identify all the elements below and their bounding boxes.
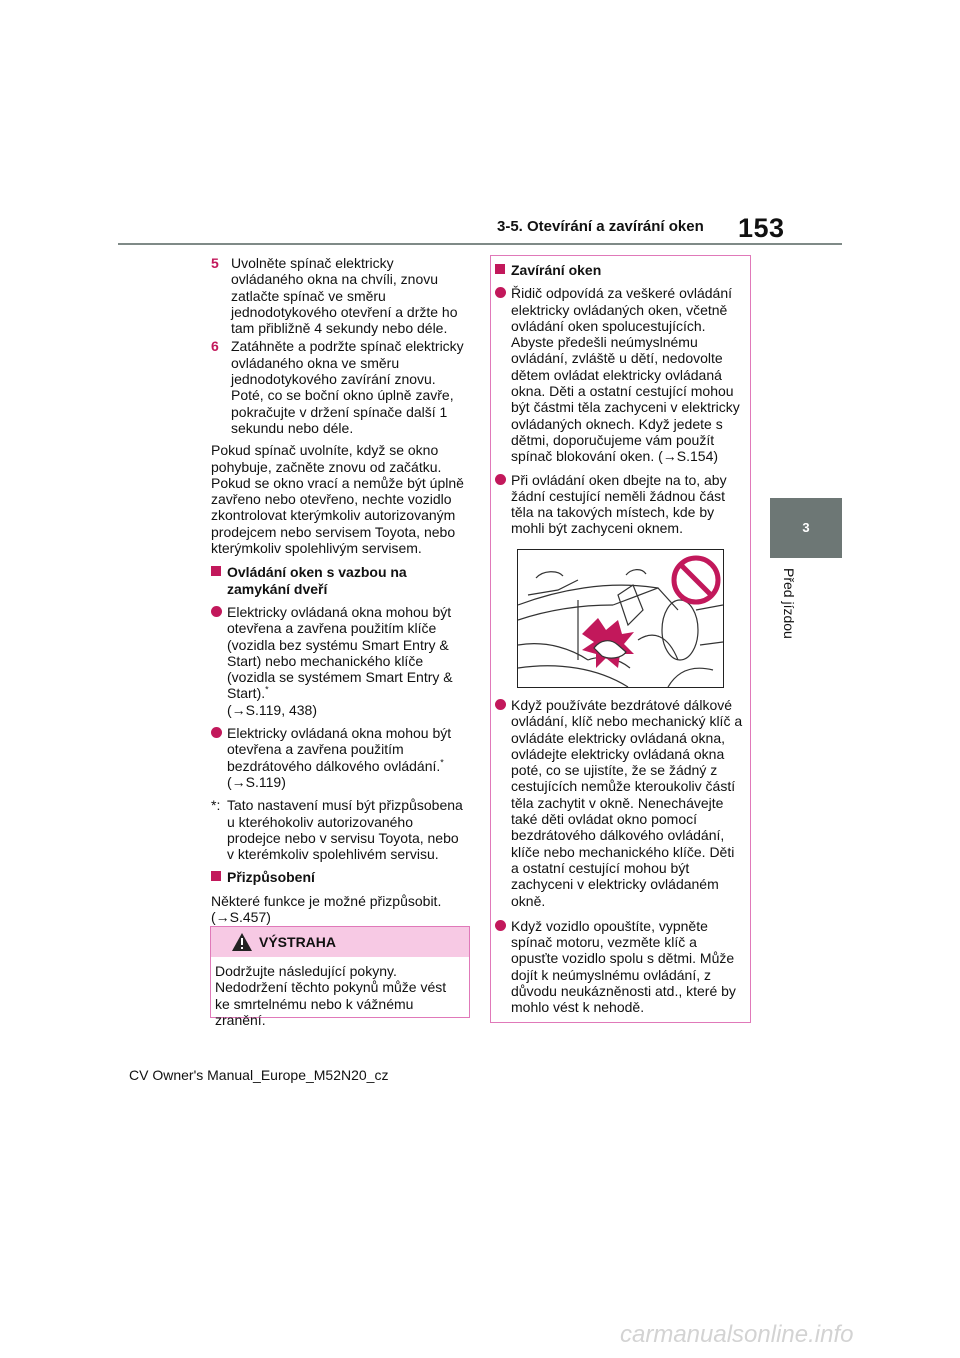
round-bullet-icon <box>495 920 506 931</box>
page-reference[interactable]: (→S.154) <box>658 448 719 465</box>
bullet-text: Když vozidlo opouštíte, vypněte spínač motoru, vezměte klíč a opusťte vozidlo spolu s dětmi. Může dojít k neúmyslnému ovládání, z důvodu neukázněnosti atd., které by mohlo vést k nehodě. <box>511 917 736 1016</box>
footnote-marker: * <box>265 684 269 695</box>
bullet-item <box>495 697 745 909</box>
section-heading <box>495 262 745 278</box>
step-number: 5 <box>211 255 219 271</box>
chapter-side-label-text: Před jízdou <box>781 568 797 639</box>
step-5 <box>211 255 469 336</box>
page-number: 153 <box>738 213 785 243</box>
square-bullet-icon <box>211 566 221 576</box>
bullet-item <box>495 472 745 537</box>
prohibition-icon <box>674 558 718 602</box>
round-bullet-icon <box>211 727 222 738</box>
page-reference[interactable]: (→S.119, 438) <box>227 701 318 718</box>
bullet-item <box>495 285 745 464</box>
step-text: Uvolněte spínač elektricky ovládaného okna na chvíli, znovu zatlačte spínač ve směru jednodotykového otevření a držte ho tam přibližně 4 sekundy nebo déle. <box>231 255 458 337</box>
section-heading <box>211 564 469 597</box>
footnote <box>211 797 469 862</box>
watermark: carmanualsonline.info <box>620 1321 854 1348</box>
round-bullet-icon <box>495 474 506 485</box>
paragraph <box>211 893 469 926</box>
section-title: 3-5. Otevírání a zavírání oken <box>497 218 704 235</box>
chapter-side-label <box>779 568 799 658</box>
bullet-item <box>211 604 469 718</box>
bullet-text: Když používáte bezdrátové dálkové ovládání, klíč nebo mechanický klíč a ovládáte elektricky ovládaná okna, ovládejte elektricky ovládaná okna poté, co se ujistíte, že se žádný z cestujících nemůže kteroukoliv částí těla zachytit v okně. Nenechávejte také děti ovládat okno pomocí bezdrátového dálkového ovládání, klíče nebo mechanického klíče. Děti a ostatní cestující mohou být zachyceni v elektricky ovládaném okně. <box>511 697 743 909</box>
window-pinch-illustration <box>517 549 724 688</box>
bullet-text: Elektricky ovládaná okna mohou být otevřena a zavřena použitím bezdrátového dálkového ovládání. <box>227 725 452 774</box>
chapter-tab-number: 3 <box>802 520 810 535</box>
heading-text: Ovládání oken s vazbou na zamykání dveří <box>227 564 407 597</box>
footnote-mark: *: <box>211 797 221 814</box>
manual-footer: CV Owner's Manual_Europe_M52N20_cz <box>129 1067 389 1083</box>
bullet-item <box>495 918 745 1016</box>
section-heading <box>211 869 469 885</box>
footnote-text: Tato nastavení musí být přizpůsobena u kteréhokoliv autorizovaného prodejce nebo v servisu Toyota, nebo v kterémkoliv spolehlivém servisu. <box>227 797 463 863</box>
step-number: 6 <box>211 338 219 355</box>
page-reference[interactable]: (→S.457) <box>211 908 271 925</box>
paragraph-text: Některé funkce je možné přizpůsobit. <box>211 892 442 909</box>
warning-title: VÝSTRAHA <box>259 934 337 950</box>
footnote-marker: * <box>440 756 444 767</box>
heading-text: Zavírání oken <box>511 262 602 278</box>
paragraph: Pokud spínač uvolníte, když se okno pohybuje, začněte znovu od začátku. Pokud se okno vrací a nemůže být úplně zavřeno nebo otevřeno, nechte vozidlo zkontrolovat kterýmkoliv autorizovaným prodejcem nebo servisem Toyota, nebo kterýmkoliv spolehlivým servisem. <box>211 442 464 557</box>
bullet-item <box>211 725 469 790</box>
warning-text: Dodržujte následující pokyny. Nedodržení těchto pokynů může vést ke smrtelnému nebo k vážnému zranění. <box>215 963 447 1028</box>
chapter-tab[interactable] <box>770 498 842 558</box>
round-bullet-icon <box>495 699 506 710</box>
step-6 <box>211 338 469 436</box>
bullet-text: Elektricky ovládaná okna mohou být otevřena a zavřena použitím klíče (vozidla bez systému Smart Entry & Start) nebo mechanického klíče (vozidla se systémem Smart Entry & Start). <box>227 603 453 702</box>
header-divider <box>118 243 842 245</box>
round-bullet-icon <box>211 606 222 617</box>
bullet-text: Při ovládání oken dbejte na to, aby žádní cestující neměli žádnou část těla na takových místech, kde by mohli být zachyceni oknem. <box>511 471 727 537</box>
bullet-text: Řidič odpovídá za veškeré ovládání elektricky ovládaných oken, včetně ovládání oken spolucestujících. Abyste předešli neúmyslnému ovládání, zvláště u dětí, nedovolte dětem ovládat elektricky ovládaná okna. Děti a ostatní cestující mohou být částmi těla zachyceni v elektricky ovládaných oknech. Když jedete s dětmi, doporučujeme vám použít spínač blokování oken. <box>511 285 740 465</box>
square-bullet-icon <box>211 871 221 881</box>
left-column <box>211 255 469 931</box>
page-reference[interactable]: (→S.119) <box>227 773 286 790</box>
heading-text: Přizpůsobení <box>227 869 315 886</box>
warning-box <box>210 926 470 1028</box>
square-bullet-icon <box>495 264 505 274</box>
car-interior-drawing <box>518 550 723 687</box>
round-bullet-icon <box>495 287 506 298</box>
step-text: Zatáhněte a podržte spínač elektricky ovládaného okna ve směru jednodotykového zavírání znovu. Poté, co se boční okno úplně zavře, pokračujte v držení spínače další 1 sekundu nebo déle. <box>231 338 464 436</box>
warning-continued-box <box>490 255 751 1023</box>
warning-header <box>211 927 469 957</box>
warning-triangle-icon <box>231 932 253 952</box>
